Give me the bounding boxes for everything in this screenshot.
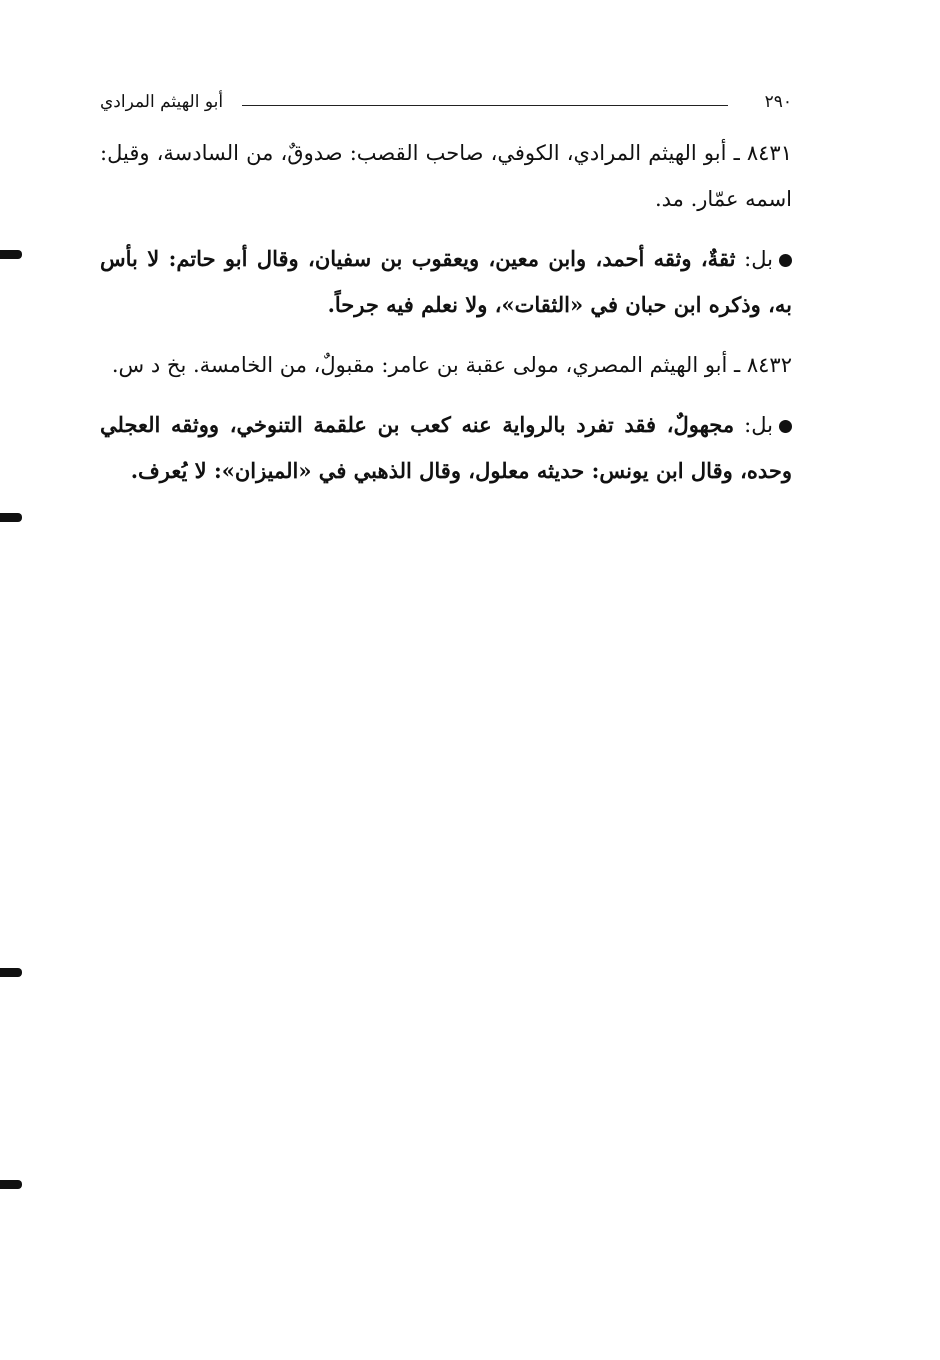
entry-8432: ٨٤٣٢ ـ أبو الهيثم المصري، مولى عقبة بن عامر: مقبولٌ، من الخامسة. بخ د س. <box>111 353 792 377</box>
comment-text: مجهولٌ، فقد تفرد بالرواية عنه كعب بن علقمة التنوخي، ووثقه العجلي وحده، وقال ابن يونس: حديثه معلول، وقال الذهبي في «الميزان»: لا يُعرف. <box>100 412 792 483</box>
comment-prefix: بل: <box>744 413 773 437</box>
comment-8431 <box>100 236 792 328</box>
comment-text: ثقةٌ، وثقه أحمد، وابن معين، ويعقوب بن سفيان، وقال أبو حاتم: لا بأس به، وذكره ابن حبان في «الثقات»، ولا نعلم فيه جرحاً. <box>100 246 792 317</box>
binding-mark <box>0 1180 22 1189</box>
bullet-icon <box>779 254 792 267</box>
running-header <box>100 92 792 120</box>
binding-mark <box>0 250 22 259</box>
bullet-icon <box>779 420 792 433</box>
running-title: أبو الهيثم المرادي <box>100 92 224 112</box>
comment-prefix: بل: <box>744 247 773 271</box>
comment-8432 <box>100 402 792 494</box>
entry-8431: ٨٤٣١ ـ أبو الهيثم المرادي، الكوفي، صاحب القصب: صدوقٌ، من السادسة، وقيل: اسمه عمّار. مد. <box>100 141 792 211</box>
page-number: ٢٩٠ <box>764 92 792 112</box>
binding-mark <box>0 513 22 522</box>
binding-mark <box>0 968 22 977</box>
page-body <box>100 130 792 494</box>
header-rule <box>242 105 728 106</box>
